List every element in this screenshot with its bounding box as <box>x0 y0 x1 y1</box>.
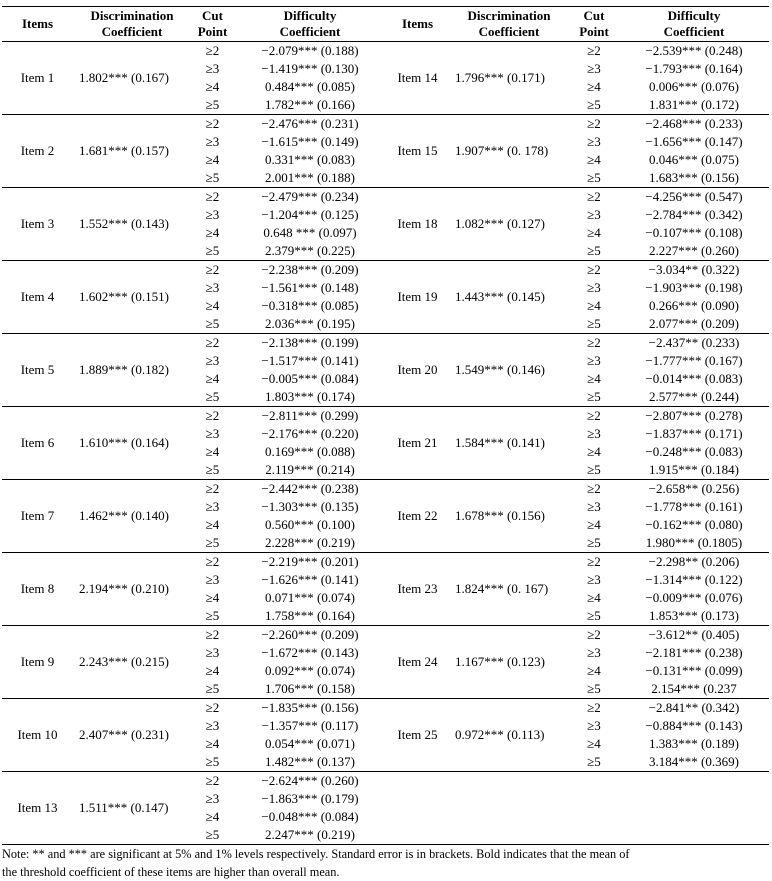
table-row <box>2 772 769 791</box>
cut-point-right: ≥4 <box>587 152 601 167</box>
difficulty-coefficient-right: −1.314*** (0.122) <box>645 572 743 587</box>
cut-point-right: ≥3 <box>587 426 601 441</box>
difficulty-coefficient-right: −2.437** (0.233) <box>619 334 769 353</box>
item-name-right: Item 20 <box>386 334 449 407</box>
cut-point-right: ≥2 <box>569 407 619 426</box>
item-name-left: Item 8 <box>2 553 73 626</box>
table-note <box>2 845 767 881</box>
difficulty-coefficient-right <box>619 808 769 826</box>
difficulty-coefficient-left: 0.484*** (0.085) <box>265 79 355 94</box>
difficulty-coefficient-left: 2.036*** (0.195) <box>265 316 355 331</box>
cut-point-left: ≥5 <box>205 535 220 550</box>
cut-point-left: ≥2 <box>205 43 220 58</box>
discrimination-coefficient-left: 2.243*** (0.215) <box>73 626 191 699</box>
header-discrimination-left: Discrimination Coefficient <box>90 8 174 39</box>
cut-point-left: ≥4 <box>205 152 220 167</box>
discrimination-coefficient-left: 2.194*** (0.210) <box>73 553 191 626</box>
difficulty-coefficient-left: −1.517*** (0.141) <box>261 353 359 368</box>
discrimination-coefficient-right: 1.549*** (0.146) <box>449 334 569 407</box>
difficulty-coefficient-right: −0.107*** (0.108) <box>645 225 743 240</box>
cut-point-left: ≥2 <box>191 626 234 645</box>
cut-point-right: ≥5 <box>587 97 601 112</box>
difficulty-coefficient-right: 1.853*** (0.173) <box>649 608 739 623</box>
note-line-2: the threshold coefficient of these items are higher than overall mean. <box>2 865 340 879</box>
difficulty-coefficient-right: 0.006*** (0.076) <box>649 79 739 94</box>
difficulty-coefficient-right <box>619 826 769 845</box>
item-name-right: Item 14 <box>397 70 438 85</box>
discrimination-coefficient-left: 1.462*** (0.140) <box>73 480 191 553</box>
cut-point-right: ≥2 <box>569 553 619 572</box>
cut-point-left: ≥4 <box>205 590 220 605</box>
difficulty-coefficient-left: −2.238*** (0.209) <box>234 261 386 280</box>
table-row <box>2 407 769 426</box>
difficulty-coefficient-right: −1.793*** (0.164) <box>645 61 743 76</box>
cut-point-left: ≥4 <box>205 79 220 94</box>
difficulty-coefficient-left: −0.048*** (0.084) <box>261 809 359 824</box>
item-name-right: Item 19 <box>386 261 449 334</box>
cut-point-right: ≥3 <box>587 207 601 222</box>
cut-point-left: ≥5 <box>205 754 220 769</box>
cut-point-right: ≥5 <box>587 608 601 623</box>
cut-point-left: ≥3 <box>205 499 220 514</box>
discrimination-coefficient-left: 2.407*** (0.231) <box>73 699 191 772</box>
cut-point-left: ≥2 <box>191 480 234 499</box>
cut-point-left: ≥3 <box>205 61 220 76</box>
difficulty-coefficient-right: −0.162*** (0.080) <box>645 517 743 532</box>
discrimination-coefficient-left: 1.511*** (0.147) <box>73 772 191 845</box>
item-name-left: Item 1 <box>20 70 55 85</box>
difficulty-coefficient-left: −1.863*** (0.179) <box>261 791 359 806</box>
cut-point-left: ≥3 <box>205 645 220 660</box>
item-name-right: Item 24 <box>386 626 449 699</box>
cut-point-left: ≥4 <box>205 444 220 459</box>
discrimination-coefficient-right: 1.167*** (0.123) <box>449 626 569 699</box>
difficulty-coefficient-right: −2.807*** (0.278) <box>619 407 769 426</box>
difficulty-coefficient-right: −0.884*** (0.143) <box>645 718 743 733</box>
item-name-left: Item 4 <box>2 261 73 334</box>
table-row <box>2 699 769 718</box>
discrimination-coefficient-right: 1.443*** (0.145) <box>449 261 569 334</box>
cut-point-right: ≥2 <box>569 261 619 280</box>
difficulty-coefficient-right: −2.539*** (0.248) <box>645 43 743 58</box>
difficulty-coefficient-left: −2.624*** (0.260) <box>234 772 386 791</box>
difficulty-coefficient-right: −0.131*** (0.099) <box>645 663 743 678</box>
cut-point-left: ≥3 <box>205 353 220 368</box>
difficulty-coefficient-left: −2.138*** (0.199) <box>234 334 386 353</box>
cut-point-left: ≥2 <box>191 772 234 791</box>
cut-point-left: ≥3 <box>205 207 220 222</box>
difficulty-coefficient-right: 1.831*** (0.172) <box>649 97 739 112</box>
cut-point-left: ≥4 <box>205 517 220 532</box>
table-row <box>2 480 769 499</box>
header-cut-point-left: Cut Point <box>197 8 228 39</box>
cut-point-left: ≥2 <box>191 407 234 426</box>
difficulty-coefficient-right: −2.658** (0.256) <box>619 480 769 499</box>
difficulty-coefficient-left: −1.615*** (0.149) <box>261 134 359 149</box>
difficulty-coefficient-right: −1.778*** (0.161) <box>645 499 743 514</box>
difficulty-coefficient-right: −2.181*** (0.238) <box>645 645 743 660</box>
difficulty-coefficient-left: 2.247*** (0.219) <box>265 827 355 842</box>
cut-point-right: ≥4 <box>587 371 601 386</box>
cut-point-left: ≥5 <box>205 608 220 623</box>
table-row <box>2 115 769 134</box>
item-name-right: Item 22 <box>386 480 449 553</box>
item-name-left: Item 2 <box>2 115 73 188</box>
table-row <box>2 42 769 61</box>
difficulty-coefficient-left: −1.419*** (0.130) <box>261 61 359 76</box>
cut-point-left: ≥5 <box>205 681 220 696</box>
cut-point-right: ≥5 <box>587 535 601 550</box>
cut-point-right <box>569 790 619 808</box>
cut-point-left: ≥5 <box>205 243 220 258</box>
item-name-right <box>386 772 449 845</box>
cut-point-left: ≥5 <box>205 389 220 404</box>
cut-point-left: ≥2 <box>191 115 234 134</box>
difficulty-coefficient-left: −2.176*** (0.220) <box>261 426 359 441</box>
cut-point-right: ≥3 <box>587 499 601 514</box>
table-header <box>2 7 769 42</box>
difficulty-coefficient-right: −4.256*** (0.547) <box>619 188 769 207</box>
cut-point-left: ≥2 <box>191 188 234 207</box>
difficulty-coefficient-left: 1.706*** (0.158) <box>265 681 355 696</box>
cut-point-right: ≥2 <box>569 188 619 207</box>
cut-point-right: ≥2 <box>569 334 619 353</box>
results-table <box>2 6 769 845</box>
difficulty-coefficient-right: −2.298** (0.206) <box>619 553 769 572</box>
cut-point-left: ≥5 <box>205 316 220 331</box>
difficulty-coefficient-left: 0.092*** (0.074) <box>265 663 355 678</box>
difficulty-coefficient-right: 1.915*** (0.184) <box>649 462 739 477</box>
difficulty-coefficient-left: −2.442*** (0.238) <box>234 480 386 499</box>
cut-point-right: ≥2 <box>569 699 619 718</box>
difficulty-coefficient-left: 1.758*** (0.164) <box>265 608 355 623</box>
cut-point-left: ≥2 <box>191 334 234 353</box>
difficulty-coefficient-left: −1.357*** (0.117) <box>261 718 359 733</box>
note-line-1: Note: ** and *** are significant at 5% and 1% levels respectively. Standard error is in brackets. Bold indicates that the mean of <box>2 847 630 861</box>
table-row <box>2 334 769 353</box>
cut-point-right <box>569 826 619 845</box>
cut-point-left: ≥4 <box>205 663 220 678</box>
header-items-right: Items <box>401 16 434 31</box>
cut-point-left: ≥4 <box>205 298 220 313</box>
difficulty-coefficient-left: −1.835*** (0.156) <box>234 699 386 718</box>
discrimination-coefficient-left: 1.602*** (0.151) <box>73 261 191 334</box>
cut-point-right: ≥3 <box>587 280 601 295</box>
difficulty-coefficient-left: 2.379*** (0.225) <box>265 243 355 258</box>
cut-point-left: ≥3 <box>205 426 220 441</box>
cut-point-left: ≥4 <box>205 736 220 751</box>
cut-point-left: ≥5 <box>205 170 220 185</box>
difficulty-coefficient-right <box>619 772 769 791</box>
difficulty-coefficient-left: 1.782*** (0.166) <box>265 97 355 112</box>
difficulty-coefficient-left: 0.648 *** (0.097) <box>263 225 357 240</box>
discrimination-coefficient-right <box>449 772 569 845</box>
header-difficulty-left: Difficulty Coefficient <box>279 8 341 39</box>
cut-point-right: ≥4 <box>587 590 601 605</box>
difficulty-coefficient-right: −1.777*** (0.167) <box>645 353 743 368</box>
cut-point-left: ≥2 <box>191 699 234 718</box>
cut-point-right: ≥3 <box>587 645 601 660</box>
cut-point-right: ≥3 <box>587 718 601 733</box>
difficulty-coefficient-left: 2.119*** (0.214) <box>265 462 355 477</box>
cut-point-left: ≥3 <box>205 791 220 806</box>
difficulty-coefficient-right: −2.468*** (0.233) <box>619 115 769 134</box>
difficulty-coefficient-left: −1.303*** (0.135) <box>261 499 359 514</box>
cut-point-right: ≥5 <box>587 243 601 258</box>
cut-point-right: ≥4 <box>587 79 601 94</box>
table-row <box>2 261 769 280</box>
difficulty-coefficient-right: 1.683*** (0.156) <box>649 170 739 185</box>
cut-point-right: ≥3 <box>587 134 601 149</box>
table-row <box>2 553 769 572</box>
difficulty-coefficient-left: 2.001*** (0.188) <box>265 170 355 185</box>
discrimination-coefficient-left: 1.610*** (0.164) <box>73 407 191 480</box>
item-name-left: Item 6 <box>2 407 73 480</box>
item-name-left: Item 7 <box>2 480 73 553</box>
discrimination-coefficient-left: 1.889*** (0.182) <box>73 334 191 407</box>
item-name-right: Item 25 <box>386 699 449 772</box>
discrimination-coefficient-left: 1.552*** (0.143) <box>73 188 191 261</box>
discrimination-coefficient-right: 1.678*** (0.156) <box>449 480 569 553</box>
difficulty-coefficient-left: −1.204*** (0.125) <box>261 207 359 222</box>
cut-point-right: ≥5 <box>587 681 601 696</box>
difficulty-coefficient-left: −2.476*** (0.231) <box>234 115 386 134</box>
discrimination-coefficient-right: 1.796*** (0.171) <box>455 70 545 85</box>
difficulty-coefficient-right: 0.266*** (0.090) <box>649 298 739 313</box>
item-name-right: Item 21 <box>386 407 449 480</box>
table-row <box>2 188 769 207</box>
cut-point-left: ≥3 <box>205 718 220 733</box>
table-row <box>2 626 769 645</box>
cut-point-right: ≥3 <box>587 61 601 76</box>
difficulty-coefficient-right: −1.837*** (0.171) <box>645 426 743 441</box>
difficulty-coefficient-left: −1.626*** (0.141) <box>261 572 359 587</box>
cut-point-left: ≥2 <box>191 553 234 572</box>
cut-point-right: ≥3 <box>587 353 601 368</box>
difficulty-coefficient-left: −0.318*** (0.085) <box>261 298 359 313</box>
cut-point-right: ≥5 <box>587 316 601 331</box>
cut-point-right: ≥3 <box>587 572 601 587</box>
difficulty-coefficient-left: 0.054*** (0.071) <box>265 736 355 751</box>
cut-point-right: ≥4 <box>587 663 601 678</box>
difficulty-coefficient-left: −2.811*** (0.299) <box>234 407 386 426</box>
cut-point-left: ≥5 <box>205 97 220 112</box>
item-name-left: Item 10 <box>2 699 73 772</box>
cut-point-left: ≥3 <box>205 134 220 149</box>
cut-point-left: ≥4 <box>205 371 220 386</box>
difficulty-coefficient-right: −2.784*** (0.342) <box>645 207 743 222</box>
discrimination-coefficient-right: 0.972*** (0.113) <box>449 699 569 772</box>
difficulty-coefficient-right: 2.577*** (0.244) <box>649 389 739 404</box>
difficulty-coefficient-left: 1.482*** (0.137) <box>265 754 355 769</box>
item-name-right: Item 15 <box>386 115 449 188</box>
difficulty-coefficient-left: −1.672*** (0.143) <box>261 645 359 660</box>
difficulty-coefficient-left: −2.479*** (0.234) <box>234 188 386 207</box>
item-name-left: Item 9 <box>2 626 73 699</box>
difficulty-coefficient-right: −2.841** (0.342) <box>619 699 769 718</box>
difficulty-coefficient-left: −2.219*** (0.201) <box>234 553 386 572</box>
difficulty-coefficient-right: 2.077*** (0.209) <box>649 316 739 331</box>
cut-point-right: ≥4 <box>587 517 601 532</box>
cut-point-right: ≥4 <box>587 736 601 751</box>
cut-point-left: ≥4 <box>205 809 220 824</box>
cut-point-right: ≥2 <box>569 480 619 499</box>
discrimination-coefficient-right: 1.584*** (0.141) <box>449 407 569 480</box>
item-name-right: Item 23 <box>386 553 449 626</box>
difficulty-coefficient-right: −1.656*** (0.147) <box>645 134 743 149</box>
difficulty-coefficient-right: −3.034** (0.322) <box>619 261 769 280</box>
cut-point-left: ≥5 <box>205 827 220 842</box>
difficulty-coefficient-right: −0.009*** (0.076) <box>645 590 743 605</box>
discrimination-coefficient-right: 1.824*** (0. 167) <box>449 553 569 626</box>
table-body <box>2 42 769 845</box>
cut-point-left: ≥3 <box>205 280 220 295</box>
cut-point-left: ≥4 <box>205 225 220 240</box>
cut-point-right: ≥5 <box>587 754 601 769</box>
difficulty-coefficient-right: 3.184*** (0.369) <box>649 754 739 769</box>
difficulty-coefficient-left: −2.079*** (0.188) <box>261 43 359 58</box>
difficulty-coefficient-right: −3.612** (0.405) <box>619 626 769 645</box>
difficulty-coefficient-left: 0.169*** (0.088) <box>265 444 355 459</box>
difficulty-coefficient-right: −0.248*** (0.083) <box>645 444 743 459</box>
difficulty-coefficient-left: −0.005*** (0.084) <box>261 371 359 386</box>
header-difficulty-right: Difficulty Coefficient <box>663 8 725 39</box>
cut-point-right: ≥5 <box>587 462 601 477</box>
cut-point-right: ≥4 <box>587 298 601 313</box>
cut-point-right: ≥5 <box>587 389 601 404</box>
cut-point-left: ≥5 <box>205 462 220 477</box>
discrimination-coefficient-left: 1.802*** (0.167) <box>79 70 169 85</box>
cut-point-left: ≥2 <box>191 261 234 280</box>
item-name-right: Item 18 <box>386 188 449 261</box>
cut-point-right: ≥2 <box>587 43 601 58</box>
item-name-left: Item 3 <box>2 188 73 261</box>
difficulty-coefficient-left: 1.803*** (0.174) <box>265 389 355 404</box>
discrimination-coefficient-right: 1.907*** (0. 178) <box>449 115 569 188</box>
difficulty-coefficient-right: −0.014*** (0.083) <box>645 371 743 386</box>
difficulty-coefficient-right: −1.903*** (0.198) <box>645 280 743 295</box>
difficulty-coefficient-left: 2.228*** (0.219) <box>265 535 355 550</box>
header-items-left: Items <box>21 16 54 31</box>
cut-point-left: ≥3 <box>205 572 220 587</box>
difficulty-coefficient-right: 2.154*** (0.237 <box>651 681 737 696</box>
difficulty-coefficient-right: 1.383*** (0.189) <box>649 736 739 751</box>
item-name-left: Item 13 <box>2 772 73 845</box>
difficulty-coefficient-right: 1.980*** (0.1805) <box>645 535 743 550</box>
cut-point-right: ≥4 <box>587 225 601 240</box>
difficulty-coefficient-left: 0.560*** (0.100) <box>265 517 355 532</box>
cut-point-right <box>569 772 619 791</box>
discrimination-coefficient-left: 1.681*** (0.157) <box>73 115 191 188</box>
difficulty-coefficient-left: 0.331*** (0.083) <box>265 152 355 167</box>
cut-point-right <box>569 808 619 826</box>
cut-point-right: ≥2 <box>569 626 619 645</box>
difficulty-coefficient-right <box>619 790 769 808</box>
difficulty-coefficient-left: −1.561*** (0.148) <box>261 280 359 295</box>
cut-point-right: ≥2 <box>569 115 619 134</box>
item-name-left: Item 5 <box>2 334 73 407</box>
cut-point-right: ≥4 <box>587 444 601 459</box>
header-cut-point-right: Cut Point <box>579 8 609 39</box>
difficulty-coefficient-right: 0.046*** (0.075) <box>649 152 739 167</box>
header-discrimination-right: Discrimination Coefficient <box>467 8 551 39</box>
cut-point-right: ≥5 <box>587 170 601 185</box>
difficulty-coefficient-right: 2.227*** (0.260) <box>649 243 739 258</box>
difficulty-coefficient-left: −2.260*** (0.209) <box>234 626 386 645</box>
discrimination-coefficient-right: 1.082*** (0.127) <box>449 188 569 261</box>
difficulty-coefficient-left: 0.071*** (0.074) <box>265 590 355 605</box>
